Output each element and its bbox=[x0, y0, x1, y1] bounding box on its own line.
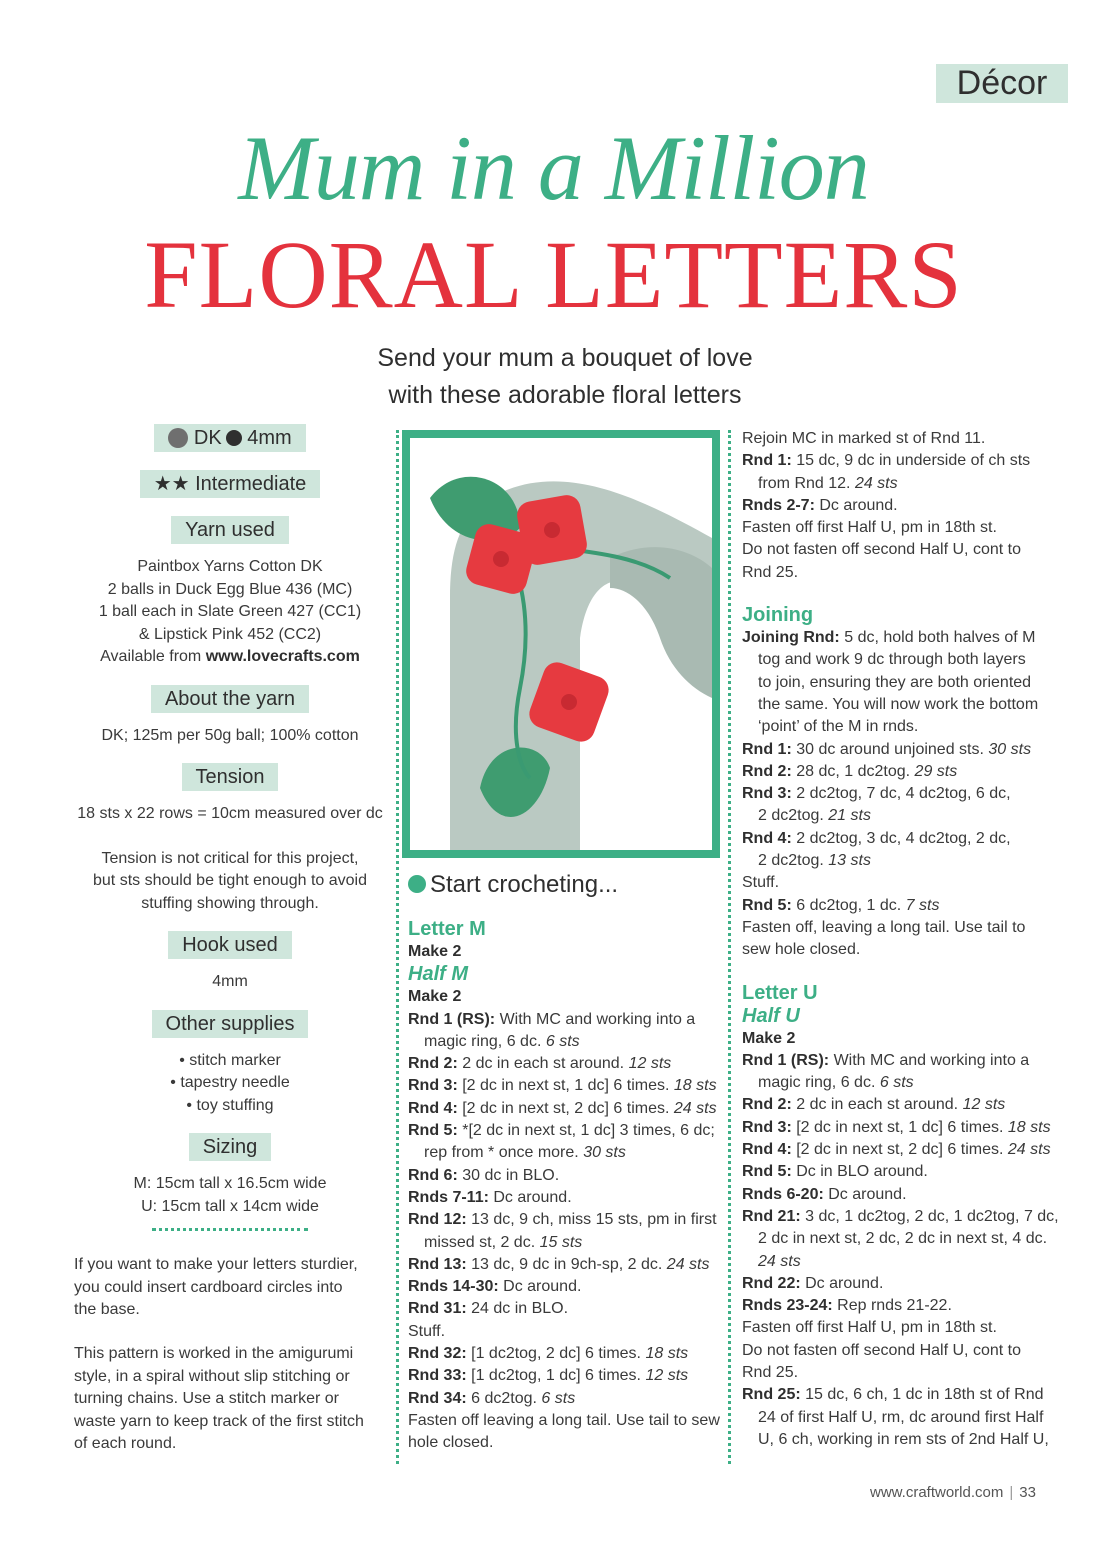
note-line: If you want to make your letters sturdier, bbox=[74, 1256, 358, 1273]
u6-text: Dc around. bbox=[828, 1185, 907, 1203]
column-divider bbox=[728, 430, 731, 1464]
supplies-list bbox=[70, 1050, 390, 1118]
footer-separator: | bbox=[1009, 1484, 1014, 1501]
b5-label: Rnd 5: bbox=[742, 896, 792, 914]
yarn-ball-icon bbox=[408, 875, 426, 893]
r33-count: 12 sts bbox=[645, 1367, 689, 1385]
u25-l3: U, 6 ch, working in rem sts of 2nd Half U, bbox=[758, 1430, 1049, 1448]
fasten-step: Do not fasten off second Half U, cont to bbox=[742, 541, 1021, 559]
letter-m-heading: Letter M bbox=[408, 918, 486, 940]
page-number: 33 bbox=[1019, 1484, 1036, 1501]
supply-item: • stitch marker bbox=[179, 1051, 281, 1069]
about-yarn-text: DK; 125m per 50g ball; 100% cotton bbox=[101, 726, 359, 744]
r3-label: Rnd 3: bbox=[408, 1077, 458, 1095]
sizing-line: M: 15cm tall x 16.5cm wide bbox=[133, 1175, 327, 1192]
supply-item: • toy stuffing bbox=[186, 1096, 274, 1114]
start-crocheting-heading bbox=[408, 870, 618, 900]
round-31 bbox=[408, 1298, 724, 1320]
pattern-line bbox=[408, 941, 724, 963]
fasten-off-line: hole closed. bbox=[408, 1434, 494, 1452]
note-line: the base. bbox=[74, 1301, 140, 1318]
u2-label: Rnd 2: bbox=[742, 1096, 792, 1114]
r34-label: Rnd 34: bbox=[408, 1389, 467, 1407]
round-3 bbox=[408, 1075, 724, 1097]
tension-text: 18 sts x 22 rows = 10cm measured over dc bbox=[77, 805, 383, 822]
jr-text: 5 dc, hold both halves of M bbox=[844, 629, 1036, 647]
make-count: Make 2 bbox=[408, 943, 462, 960]
u21-label: Rnd 21: bbox=[742, 1207, 801, 1225]
tension-note-line: stuffing showing through. bbox=[141, 894, 319, 912]
r2-text: 2 dc in each st around. bbox=[462, 1055, 625, 1073]
title-script: Mum in a Million bbox=[238, 117, 869, 219]
round-3 bbox=[742, 783, 1072, 805]
r7-text: Dc around. bbox=[493, 1188, 572, 1206]
crochet-photo bbox=[402, 430, 720, 858]
letter-m-pattern bbox=[408, 918, 724, 1455]
b2-text: 28 dc, 1 dc2tog. bbox=[796, 762, 911, 780]
difficulty-badge bbox=[140, 470, 321, 498]
difficulty-stars: ★★ bbox=[153, 473, 190, 495]
b2-count: 29 sts bbox=[914, 762, 958, 780]
b1-text: 30 dc around unjoined sts. bbox=[796, 740, 984, 758]
b3-text: 2 dc2tog, 7 dc, 4 dc2tog, 6 dc, bbox=[796, 785, 1011, 803]
letter-u-heading: Letter U bbox=[742, 981, 818, 1004]
round-6 bbox=[408, 1165, 724, 1187]
fasten-step: Fasten off first Half U, pm in 18th st. bbox=[742, 1319, 997, 1337]
page-title: FLORAL LETTERS bbox=[144, 221, 963, 328]
r6-label: Rnd 6: bbox=[408, 1166, 458, 1184]
round-13 bbox=[408, 1254, 724, 1276]
r12-text: 13 dc, 9 ch, miss 15 sts, pm in first bbox=[471, 1211, 717, 1229]
u1-count: 6 sts bbox=[879, 1074, 914, 1092]
flower bbox=[515, 493, 589, 567]
pattern-line bbox=[408, 1142, 724, 1164]
u5-label: Rnd 5: bbox=[742, 1163, 792, 1181]
r5-text: *[2 dc in next st, 1 dc] 3 times, 6 dc; bbox=[462, 1122, 715, 1140]
round-5 bbox=[742, 895, 1072, 917]
yarn-weight: DK bbox=[193, 427, 222, 449]
r1-cont: magic ring, 6 dc. bbox=[424, 1032, 542, 1050]
r13-count: 24 sts bbox=[666, 1255, 710, 1273]
sizing-heading: Sizing bbox=[189, 1133, 271, 1161]
section-tag: Décor bbox=[936, 64, 1068, 103]
round-32 bbox=[408, 1343, 724, 1365]
r7-label: Rnds 7-11: bbox=[408, 1188, 489, 1206]
r31-label: Rnd 31: bbox=[408, 1300, 467, 1318]
r12-count: 15 sts bbox=[539, 1233, 583, 1251]
round-3 bbox=[742, 1117, 1072, 1139]
b1-label: Rnd 1: bbox=[742, 740, 792, 758]
u2-text: 2 dc in each st around. bbox=[796, 1096, 959, 1114]
subtitle bbox=[250, 340, 880, 414]
r1-text: With MC and working into a bbox=[499, 1010, 696, 1028]
round-2 bbox=[742, 761, 1072, 783]
r13-text: 13 dc, 9 dc in 9ch-sp, 2 dc. bbox=[471, 1255, 663, 1273]
footer-website-link[interactable]: www.craftworld.com bbox=[870, 1484, 1004, 1501]
note-sturdier bbox=[74, 1254, 374, 1322]
fasten-step: Fasten off first Half U, pm in 18th st. bbox=[742, 519, 997, 537]
u21-cont: 2 dc in next st, 2 dc, 2 dc in next st, 4 dc. bbox=[758, 1230, 1048, 1248]
available-prefix: Available from bbox=[100, 648, 202, 665]
pattern-line bbox=[408, 1031, 724, 1053]
b4-cont: 2 dc2tog. bbox=[758, 852, 824, 870]
b1-count: 30 sts bbox=[988, 740, 1032, 758]
joining-heading: Joining bbox=[742, 604, 814, 627]
u23-text: Rep rnds 21-22. bbox=[837, 1297, 952, 1315]
page-footer bbox=[870, 1484, 1036, 1501]
note-line: you could insert cardboard circles into bbox=[74, 1278, 343, 1296]
u21-text: 3 dc, 1 dc2tog, 2 dc, 1 dc2tog, 7 dc, bbox=[805, 1207, 1059, 1225]
yarn-used-text bbox=[70, 556, 390, 669]
u23-label: Rnds 23-24: bbox=[742, 1297, 833, 1315]
difficulty-level: Intermediate bbox=[195, 473, 307, 495]
u3-label: Rnd 3: bbox=[742, 1118, 792, 1136]
u22-label: Rnd 22: bbox=[742, 1274, 801, 1292]
u1-text: With MC and working into a bbox=[833, 1051, 1030, 1069]
r32-count: 18 sts bbox=[645, 1345, 689, 1363]
u3-text: [2 dc in next st, 1 dc] 6 times. bbox=[796, 1118, 1004, 1136]
supply-item: • tapestry needle bbox=[170, 1074, 290, 1091]
r14-label: Rnds 14-30: bbox=[408, 1278, 499, 1296]
a1-cont: from Rnd 12. bbox=[758, 474, 851, 492]
jr-l4: the same. You will now work the bottom bbox=[758, 695, 1039, 713]
a1-label: Rnd 1: bbox=[742, 452, 792, 470]
start-heading: Start crocheting... bbox=[430, 871, 619, 898]
stuff-step: Stuff. bbox=[408, 1322, 446, 1340]
jr-l3: to join, ensuring they are both oriented bbox=[758, 673, 1032, 691]
fasten-step: Rnd 25. bbox=[742, 563, 799, 581]
yarn-line: 1 ball each in Slate Green 427 (CC1) bbox=[98, 603, 362, 620]
tension-note bbox=[70, 848, 390, 916]
b4-label: Rnd 4: bbox=[742, 829, 792, 847]
joining-round bbox=[742, 627, 1072, 649]
rounds-6-20 bbox=[742, 1184, 1072, 1206]
hook-size: 4mm bbox=[247, 427, 292, 449]
note-line: style, in a spiral without slip stitching or bbox=[74, 1367, 350, 1385]
round-1 bbox=[742, 1050, 1072, 1072]
u25-text: 15 dc, 6 ch, 1 dc in 18th st of Rnd bbox=[805, 1386, 1044, 1404]
joining-and-letter-u-pattern bbox=[742, 428, 1072, 1451]
u1-label: Rnd 1 (RS): bbox=[742, 1051, 830, 1069]
note-amigurumi bbox=[74, 1343, 374, 1456]
round-4 bbox=[742, 828, 1072, 850]
u2-count: 12 sts bbox=[962, 1096, 1006, 1114]
r4-label: Rnd 4: bbox=[408, 1099, 458, 1117]
dotted-divider bbox=[152, 1228, 308, 1231]
b4-text: 2 dc2tog, 3 dc, 4 dc2tog, 2 dc, bbox=[796, 829, 1011, 847]
r33-text: [1 dc2tog, 1 dc] 6 times. bbox=[471, 1367, 641, 1385]
pattern-line bbox=[742, 805, 1072, 827]
r2-label: Rnd 2: bbox=[408, 1055, 458, 1073]
weight-hook-badge bbox=[154, 424, 305, 452]
fasten-step: Do not fasten off second Half U, cont to bbox=[742, 1341, 1021, 1359]
note-line: waste yarn to keep track of the first stitch bbox=[74, 1412, 364, 1430]
half-u-heading: Half U bbox=[742, 1004, 800, 1027]
round-1 bbox=[742, 450, 1072, 472]
a1-count: 24 sts bbox=[854, 474, 898, 492]
round-34 bbox=[408, 1388, 724, 1410]
pattern-line bbox=[742, 1028, 1072, 1050]
round-2 bbox=[742, 1094, 1072, 1116]
make-count: Make 2 bbox=[742, 1029, 796, 1047]
rounds-23-24 bbox=[742, 1295, 1072, 1317]
fasten-off-line: Fasten off leaving a long tail. Use tail to sew bbox=[408, 1411, 720, 1429]
rounds-2-7 bbox=[742, 495, 1072, 517]
yarn-ball-icon bbox=[168, 428, 188, 448]
pattern-line bbox=[742, 850, 1072, 872]
u21-count: 24 sts bbox=[758, 1252, 801, 1270]
note-line: turning chains. Use a stitch marker or bbox=[74, 1390, 339, 1407]
u25-label: Rnd 25: bbox=[742, 1386, 801, 1404]
u5-text: Dc in BLO around. bbox=[796, 1163, 928, 1181]
b2-label: Rnd 2: bbox=[742, 762, 792, 780]
a2-text: Dc around. bbox=[819, 496, 898, 514]
round-1 bbox=[742, 739, 1072, 761]
pattern-line bbox=[408, 986, 724, 1008]
subtitle-line: Send your mum a bouquet of love bbox=[377, 344, 753, 372]
round-5 bbox=[742, 1161, 1072, 1183]
project-info bbox=[70, 424, 390, 1231]
u1-cont: magic ring, 6 dc. bbox=[758, 1074, 876, 1092]
r6-text: 30 dc in BLO. bbox=[462, 1166, 560, 1184]
r4-text: [2 dc in next st, 2 dc] 6 times. bbox=[462, 1099, 670, 1117]
a1-text: 15 dc, 9 dc in underside of ch sts bbox=[796, 452, 1031, 470]
r1-label: Rnd 1 (RS): bbox=[408, 1010, 496, 1028]
jr-l5: ‘point’ of the M in rnds. bbox=[758, 718, 919, 736]
u3-count: 18 sts bbox=[1007, 1118, 1051, 1136]
r34-text: 6 dc2tog. bbox=[471, 1389, 537, 1407]
yarn-line: 2 balls in Duck Egg Blue 436 (MC) bbox=[107, 580, 353, 598]
round-4 bbox=[742, 1139, 1072, 1161]
r32-label: Rnd 32: bbox=[408, 1345, 467, 1363]
crochet-m-illustration bbox=[410, 438, 712, 850]
hook-used-text: 4mm bbox=[212, 973, 248, 990]
r3-text: [2 dc in next st, 1 dc] 6 times. bbox=[462, 1077, 670, 1095]
r4-count: 24 sts bbox=[673, 1099, 717, 1117]
u22-text: Dc around. bbox=[805, 1274, 884, 1292]
b4-count: 13 sts bbox=[828, 852, 871, 870]
r12-cont: missed st, 2 dc. bbox=[424, 1233, 536, 1251]
half-m-heading: Half M bbox=[408, 963, 468, 986]
fasten-step: Rnd 25. bbox=[742, 1363, 799, 1381]
u25-l2: 24 of first Half U, rm, dc around first Half bbox=[758, 1408, 1044, 1426]
round-2 bbox=[408, 1053, 724, 1075]
b5-count: 7 sts bbox=[905, 896, 940, 914]
note-line: of each round. bbox=[74, 1435, 177, 1452]
r13-label: Rnd 13: bbox=[408, 1255, 467, 1273]
lovecrafts-link[interactable]: www.lovecrafts.com bbox=[205, 648, 360, 665]
b5-text: 6 dc2tog, 1 dc. bbox=[796, 896, 902, 914]
jr-l2: tog and work 9 dc through both layers bbox=[758, 651, 1026, 669]
round-12 bbox=[408, 1209, 724, 1231]
hook-used-heading: Hook used bbox=[168, 931, 292, 959]
b3-count: 21 sts bbox=[828, 807, 871, 825]
pattern-line bbox=[742, 1251, 1072, 1273]
r32-text: [1 dc2tog, 2 dc] 6 times. bbox=[471, 1345, 641, 1363]
tension-note-line: Tension is not critical for this project, bbox=[101, 849, 359, 867]
round-5 bbox=[408, 1120, 724, 1142]
subtitle-line: with these adorable floral letters bbox=[388, 381, 742, 409]
make-count: Make 2 bbox=[408, 988, 462, 1006]
stuff-step: Stuff. bbox=[742, 874, 780, 892]
rounds-14-30 bbox=[408, 1276, 724, 1298]
other-supplies-heading: Other supplies bbox=[152, 1010, 309, 1038]
b3-cont: 2 dc2tog. bbox=[758, 807, 824, 825]
u4-text: [2 dc in next st, 2 dc] 6 times. bbox=[796, 1141, 1004, 1159]
b3-label: Rnd 3: bbox=[742, 785, 792, 803]
yarn-line: Paintbox Yarns Cotton DK bbox=[137, 558, 323, 575]
hook-icon bbox=[226, 430, 242, 446]
u4-label: Rnd 4: bbox=[742, 1141, 792, 1159]
r12-label: Rnd 12: bbox=[408, 1211, 467, 1229]
round-25 bbox=[742, 1384, 1072, 1406]
round-22 bbox=[742, 1273, 1072, 1295]
rounds-7-11 bbox=[408, 1187, 724, 1209]
fasten-off-line: Fasten off, leaving a long tail. Use tail to bbox=[742, 918, 1026, 936]
r1-count: 6 sts bbox=[545, 1032, 580, 1050]
r33-label: Rnd 33: bbox=[408, 1367, 467, 1385]
about-yarn-heading: About the yarn bbox=[151, 685, 309, 713]
jr-label: Joining Rnd: bbox=[742, 629, 840, 647]
round-21 bbox=[742, 1206, 1072, 1228]
r14-text: Dc around. bbox=[503, 1278, 582, 1296]
u6-label: Rnds 6-20: bbox=[742, 1185, 824, 1203]
u4-count: 24 sts bbox=[1007, 1141, 1051, 1159]
fasten-off-line: sew hole closed. bbox=[742, 941, 861, 959]
round-33 bbox=[408, 1365, 724, 1387]
rejoin-step: Rejoin MC in marked st of Rnd 11. bbox=[742, 430, 986, 447]
yarn-used-heading: Yarn used bbox=[171, 516, 289, 544]
r3-count: 18 sts bbox=[673, 1077, 717, 1095]
pattern-line bbox=[742, 1072, 1072, 1094]
yarn-line: & Lipstick Pink 452 (CC2) bbox=[138, 625, 322, 643]
r2-count: 12 sts bbox=[628, 1055, 672, 1073]
r5-cont: rep from * once more. bbox=[424, 1144, 579, 1162]
round-1 bbox=[408, 1009, 724, 1031]
pattern-line bbox=[408, 1232, 724, 1254]
sizing-text bbox=[70, 1173, 390, 1218]
round-4 bbox=[408, 1098, 724, 1120]
tension-note-line: but sts should be tight enough to avoid bbox=[93, 872, 367, 889]
r5-count: 30 sts bbox=[583, 1144, 626, 1162]
note-line: This pattern is worked in the amigurumi bbox=[74, 1345, 354, 1362]
tension-heading: Tension bbox=[182, 763, 279, 791]
r31-text: 24 dc in BLO. bbox=[471, 1300, 569, 1318]
pattern-line bbox=[742, 473, 1072, 495]
r5-label: Rnd 5: bbox=[408, 1122, 458, 1140]
sizing-line: U: 15cm tall x 14cm wide bbox=[141, 1197, 319, 1215]
a2-label: Rnds 2-7: bbox=[742, 496, 815, 514]
r34-count: 6 sts bbox=[541, 1389, 576, 1407]
column-divider bbox=[396, 430, 399, 1464]
